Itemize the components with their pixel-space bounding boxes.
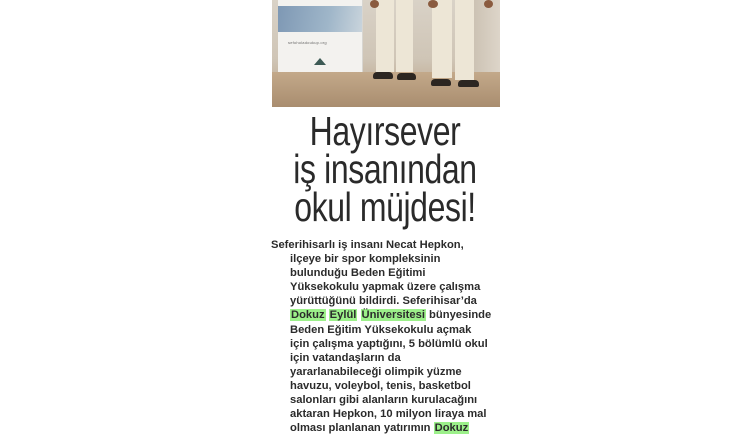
article-body — [271, 238, 523, 435]
body-line: yürüttüğünü bildirdi. Seferihisar’da — [290, 295, 477, 308]
highlight-eylul: Eylül — [329, 309, 357, 322]
highlight-dokuz: Dokuz — [291, 309, 325, 322]
body-line: Beden Eğitim Yüksekokulu açmak — [290, 323, 472, 336]
photo-pillar — [472, 0, 500, 80]
body-line: aktaran Hepkon, 10 milyon liraya mal — [290, 408, 487, 421]
body-line: ilçeye bir spor kompleksinin — [290, 253, 441, 266]
person-right-leg-2 — [455, 0, 474, 80]
person-right-hand — [428, 0, 438, 8]
person-left-shoe-2 — [397, 73, 416, 80]
person-right-shoe — [431, 79, 451, 86]
person-right-shoe-2 — [458, 80, 479, 87]
body-text: bünyesinde — [425, 309, 492, 322]
body-line: havuzu, voleybol, tenis, basketbol — [290, 379, 471, 392]
body-line: Seferihisarlı iş insanı Necat Hepkon, — [271, 239, 464, 251]
news-clipping — [260, 0, 510, 435]
body-line: bulunduğu Beden Eğitimi — [290, 267, 426, 280]
person-left-hand — [370, 0, 379, 8]
body-line: için vatandaşların da — [290, 351, 401, 364]
highlight-universitesi: Üniversitesi — [361, 309, 425, 322]
headline-line-1: Hayırsever — [309, 108, 461, 154]
highlight-dokuz-2: Dokuz — [434, 422, 469, 435]
photo-banner — [278, 0, 363, 78]
article-photo — [272, 0, 500, 107]
body-line — [271, 421, 523, 435]
body-line: Yüksekokulu yapmak üzere çalışma — [290, 281, 481, 294]
banner-url: sefoholadoukup.org — [288, 40, 327, 45]
banner-logo-icon — [314, 58, 326, 65]
body-line: yararlanabileceği olimpik yüzme — [290, 365, 462, 378]
person-right-hand-2 — [484, 0, 493, 8]
person-left-leg-2 — [396, 0, 413, 72]
banner-stripe — [278, 6, 362, 32]
headline-line-3: okul müjdesi! — [294, 184, 476, 230]
body-line: için çalışma yaptığını, 5 bölümlü okul — [290, 337, 488, 350]
person-right-leg — [432, 0, 452, 78]
body-line — [271, 308, 523, 322]
body-line: salonları gibi alanların kurulacağını — [290, 394, 478, 407]
person-left-leg — [376, 0, 394, 72]
person-left-shoe — [373, 72, 393, 79]
headline-line-2: iş insanından — [293, 146, 477, 192]
body-text: olması planlanan yatırımın — [290, 422, 434, 435]
article-headline — [288, 108, 483, 230]
